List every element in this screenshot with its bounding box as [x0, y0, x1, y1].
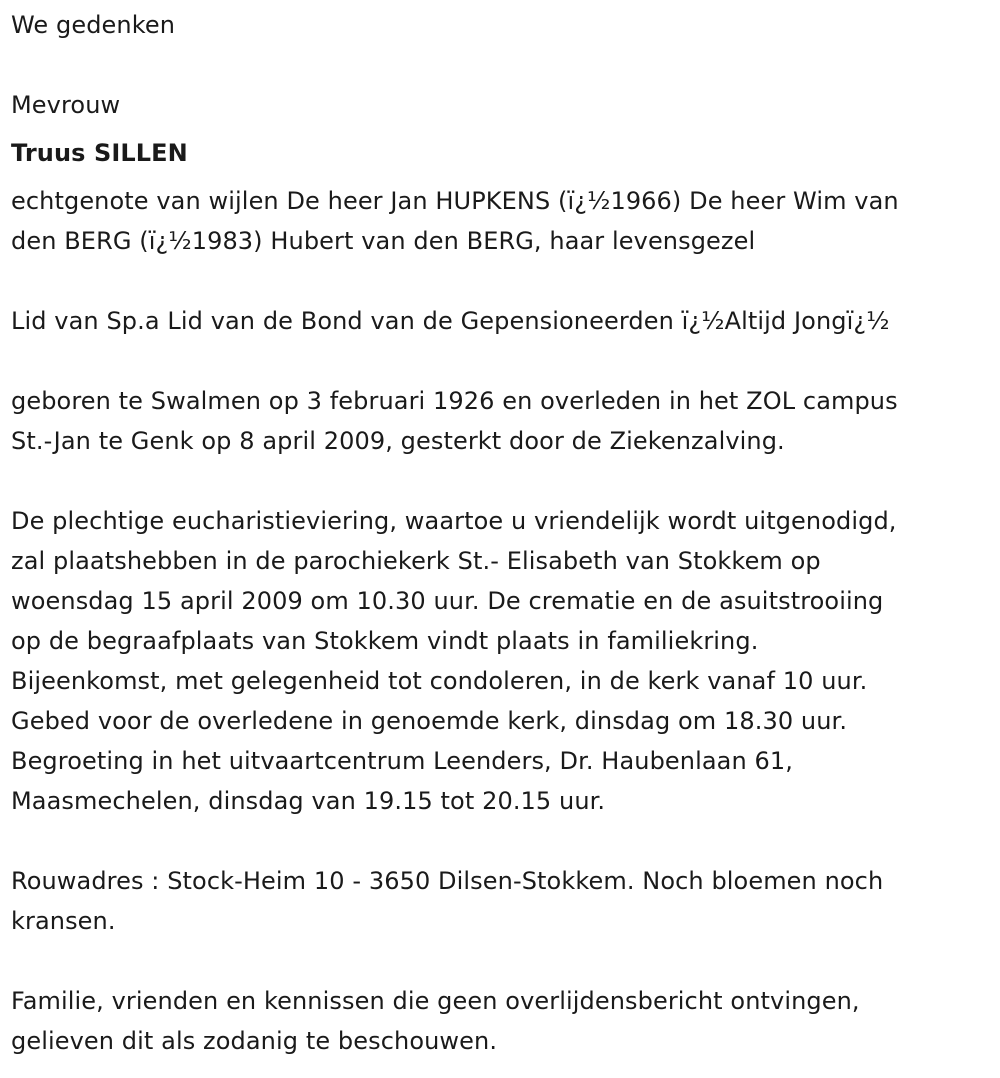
ceremony-line: Maasmechelen, dinsdag van 19.15 tot 20.15 uur. — [11, 787, 606, 815]
ceremony-line: op de begraafplaats van Stokkem vindt plaats in familiekring. — [11, 627, 759, 655]
birth-line: geboren te Swalmen op 3 februari 1926 en overleden in het ZOL campus — [11, 387, 898, 415]
salutation-text: Mevrouw — [11, 91, 121, 119]
closing-line: gelieven dit als zodanig te beschouwen. — [11, 1027, 498, 1055]
deceased-name: Truus SILLEN — [11, 139, 188, 167]
ceremony-line: zal plaatshebben in de parochiekerk St.- Elisabeth van Stokkem op — [11, 547, 821, 575]
ceremony-line: Gebed voor de overledene in genoemde kerk, dinsdag om 18.30 uur. — [11, 707, 848, 735]
closing-line: Familie, vrienden en kennissen die geen overlijdensbericht ontvingen, — [11, 987, 860, 1015]
spouse-line: den BERG (ï¿½1983) Hubert van den BERG, haar levensgezel — [11, 227, 756, 255]
ceremony-line: Bijeenkomst, met gelegenheid tot condoleren, in de kerk vanaf 10 uur. — [11, 667, 868, 695]
birth-line: St.-Jan te Genk op 8 april 2009, gesterkt door de Ziekenzalving. — [11, 427, 785, 455]
ceremony-line: De plechtige eucharistieviering, waartoe u vriendelijk wordt uitgenodigd, — [11, 507, 897, 535]
spouse-line: echtgenote van wijlen De heer Jan HUPKENS (ï¿½1966) De heer Wim van — [11, 187, 899, 215]
ceremony-line: Begroeting in het uitvaartcentrum Leenders, Dr. Haubenlaan 61, — [11, 747, 793, 775]
address-line: Rouwadres : Stock-Heim 10 - 3650 Dilsen-Stokkem. Noch bloemen noch — [11, 867, 884, 895]
address-line: kransen. — [11, 907, 116, 935]
intro-text: We gedenken — [11, 11, 176, 39]
ceremony-line: woensdag 15 april 2009 om 10.30 uur. De crematie en de asuitstrooiing — [11, 587, 884, 615]
membership-text: Lid van Sp.a Lid van de Bond van de Gepensioneerden ï¿½Altijd Jongï¿½ — [11, 307, 890, 335]
